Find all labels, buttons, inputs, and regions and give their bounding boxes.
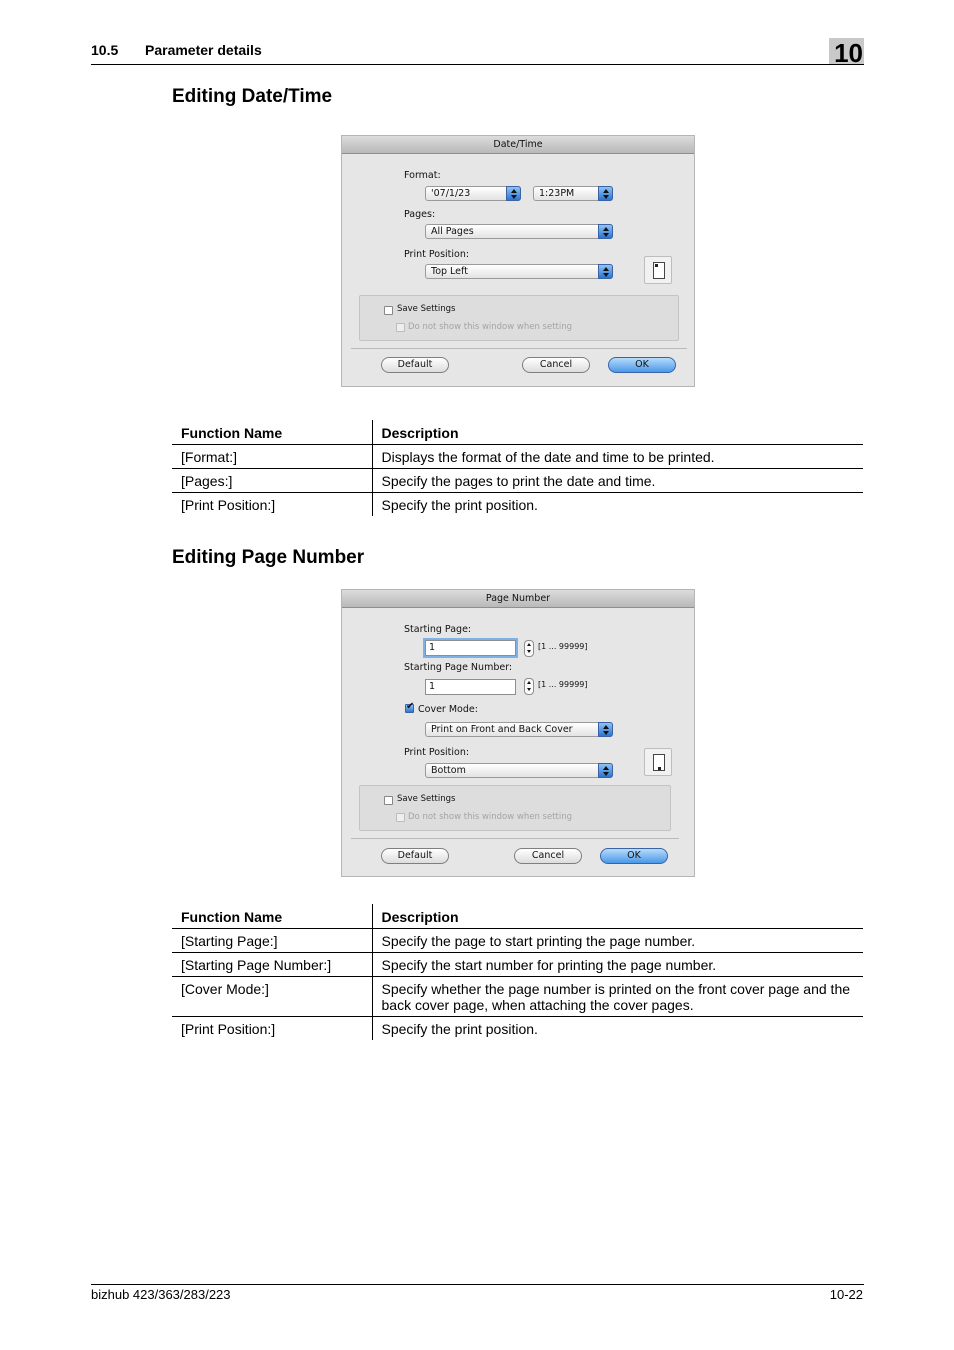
save-settings-label: Save Settings: [397, 794, 456, 804]
do-not-show-checkbox: [396, 813, 405, 822]
footer-model: bizhub 423/363/283/223: [91, 1287, 231, 1302]
popup-arrows-icon: [598, 722, 613, 737]
format-label: Format:: [404, 170, 441, 181]
table-row: [Format:] Displays the format of the date and time to be printed.: [172, 445, 863, 469]
print-position-popup[interactable]: [425, 763, 613, 778]
save-settings-label: Save Settings: [397, 304, 456, 314]
starting-page-field[interactable]: 1: [425, 640, 516, 656]
position-preview-icon: [644, 256, 672, 284]
cover-mode-popup[interactable]: [425, 722, 613, 737]
format-date-popup[interactable]: [425, 186, 521, 201]
ok-button[interactable]: OK: [600, 848, 668, 864]
format-time-popup[interactable]: [533, 186, 613, 201]
popup-arrows-icon: [598, 763, 613, 778]
starting-page-number-label: Starting Page Number:: [404, 662, 513, 673]
header-rule: [91, 64, 864, 65]
table-row: [Pages:] Specify the pages to print the date and time.: [172, 469, 863, 493]
default-button[interactable]: Default: [381, 357, 449, 373]
dialog-title: Date/Time: [342, 136, 694, 154]
popup-arrows-icon: [598, 224, 613, 239]
table-row: [Print Position:] Specify the print position.: [172, 1017, 863, 1041]
col-function-name: Function Name: [172, 420, 372, 445]
pages-label: Pages:: [404, 209, 436, 220]
cover-mode-checkbox[interactable]: [405, 704, 414, 713]
format-date-value: '07/1/23: [431, 188, 471, 199]
save-settings-group: [359, 295, 679, 341]
save-settings-checkbox[interactable]: [384, 306, 393, 315]
date-time-function-table: [172, 420, 863, 516]
position-preview-icon: [644, 748, 672, 776]
starting-page-stepper[interactable]: [524, 640, 534, 657]
dialog-title: Page Number: [342, 590, 694, 608]
table-row: [Print Position:] Specify the print position.: [172, 493, 863, 517]
do-not-show-checkbox: [396, 323, 405, 332]
table-row: [Starting Page Number:] Specify the start number for printing the page number.: [172, 953, 863, 977]
col-description: Description: [372, 904, 863, 929]
ok-button[interactable]: OK: [608, 357, 676, 373]
popup-arrows-icon: [506, 186, 521, 201]
footer-page-number: 10-22: [829, 1287, 863, 1302]
footer-rule: [91, 1284, 864, 1285]
print-position-label: Print Position:: [404, 747, 470, 758]
pages-popup[interactable]: [425, 224, 613, 239]
table-row: [Starting Page:] Specify the page to start printing the page number.: [172, 929, 863, 953]
col-description: Description: [372, 420, 863, 445]
chapter-badge: 10: [829, 38, 864, 64]
starting-page-label: Starting Page:: [404, 624, 472, 635]
starting-page-number-range: [1 ... 99999]: [538, 680, 588, 689]
print-position-value: Top Left: [431, 266, 468, 277]
page-number-function-table: [172, 904, 863, 1040]
date-time-dialog: [341, 135, 695, 387]
cancel-button[interactable]: Cancel: [522, 357, 590, 373]
col-function-name: Function Name: [172, 904, 372, 929]
do-not-show-label: Do not show this window when setting: [408, 322, 573, 332]
print-position-label: Print Position:: [404, 249, 470, 260]
format-time-value: 1:23PM: [539, 188, 575, 199]
page-number-dialog: [341, 589, 695, 877]
print-position-popup[interactable]: [425, 264, 613, 279]
heading-editing-date-time: Editing Date/Time: [172, 86, 333, 107]
do-not-show-label: Do not show this window when setting: [408, 812, 573, 822]
heading-editing-page-number: Editing Page Number: [172, 547, 365, 568]
cover-mode-value: Print on Front and Back Cover: [431, 724, 573, 735]
cancel-button[interactable]: Cancel: [514, 848, 582, 864]
print-position-value: Bottom: [431, 765, 466, 776]
pages-value: All Pages: [431, 226, 474, 237]
section-title: Parameter details: [145, 42, 262, 58]
save-settings-group: [359, 785, 671, 831]
popup-arrows-icon: [598, 186, 613, 201]
section-number: 10.5: [91, 42, 119, 58]
cover-mode-label: Cover Mode:: [418, 704, 478, 715]
table-row: [Cover Mode:] Specify whether the page number is printed on the front cover page and the back cover page, when attaching the cover pages.: [172, 977, 863, 1017]
starting-page-range: [1 ... 99999]: [538, 642, 588, 651]
default-button[interactable]: Default: [381, 848, 449, 864]
starting-page-number-field[interactable]: 1: [425, 679, 516, 695]
dialog-separator: [351, 838, 679, 839]
starting-page-number-stepper[interactable]: [524, 678, 534, 695]
dialog-separator: [351, 348, 687, 349]
popup-arrows-icon: [598, 264, 613, 279]
save-settings-checkbox[interactable]: [384, 796, 393, 805]
